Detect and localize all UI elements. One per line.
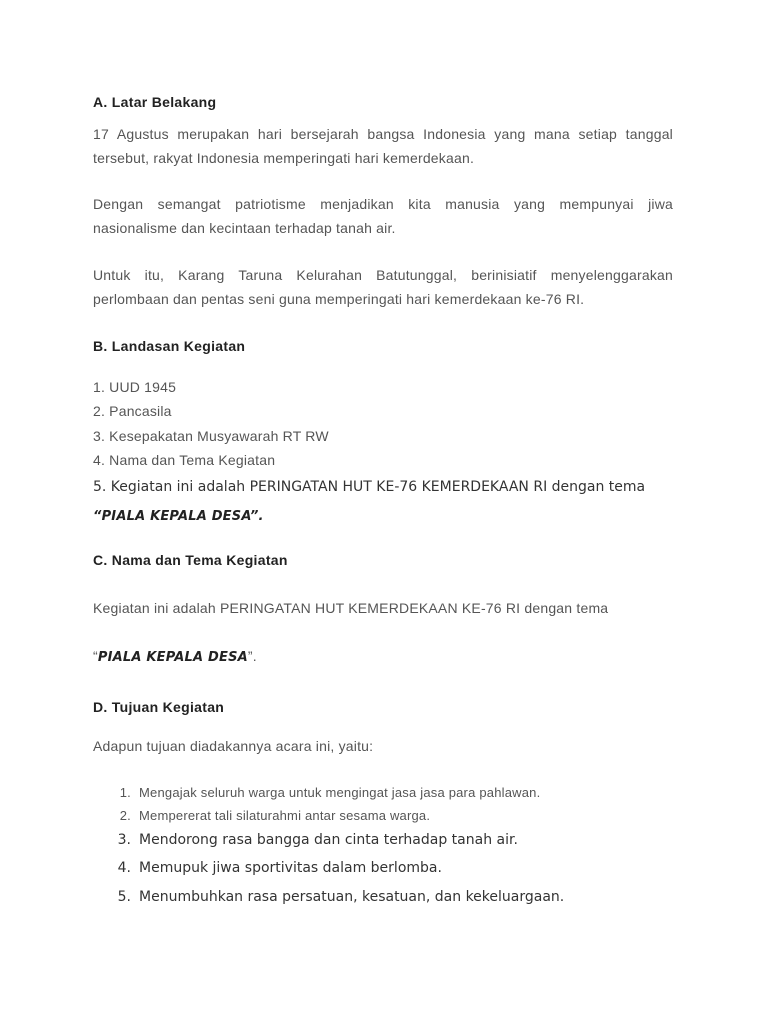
landasan-item-3: 3. Kesepakatan Musyawarah RT RW: [93, 428, 329, 444]
list-text: Mendorong rasa bangga dan cinta terhadap tanah air.: [139, 832, 518, 848]
paragraph-2: Dengan semangat patriotisme menjadikan kita manusia yang mempunyai jiwa nasionalisme dan kecintaan terhadap tanah air.: [93, 196, 673, 236]
quote-close: ”.: [247, 648, 257, 664]
landasan-item-2: 2. Pancasila: [93, 403, 172, 419]
list-text: Menumbuhkan rasa persatuan, kesatuan, dan kekeluargaan.: [139, 889, 565, 905]
tujuan-intro: Adapun tujuan diadakannya acara ini, yaitu:: [93, 738, 374, 754]
list-number: 1.: [119, 785, 131, 800]
nama-tema-theme: PIALA KEPALA DESA: [97, 650, 248, 665]
nama-tema-theme-line: [93, 648, 257, 665]
quote-open: “: [93, 648, 98, 664]
landasan-item-4: 4. Nama dan Tema Kegiatan: [93, 452, 276, 468]
nama-tema-text: Kegiatan ini adalah PERINGATAN HUT KEMERDEKAAN KE-76 RI dengan tema: [93, 600, 609, 616]
list-text: Mempererat tali silaturahmi antar sesama warga.: [139, 808, 431, 823]
heading-nama-tema: C. Nama dan Tema Kegiatan: [93, 552, 288, 568]
list-number: 5.: [117, 889, 131, 905]
heading-tujuan-kegiatan: D. Tujuan Kegiatan: [93, 699, 225, 715]
list-text: Mengajak seluruh warga untuk mengingat jasa jasa para pahlawan.: [139, 785, 541, 800]
list-number: 2.: [119, 808, 131, 823]
paragraph-1: 17 Agustus merupakan hari bersejarah bangsa Indonesia yang mana setiap tanggal tersebut, rakyat Indonesia memperingati hari kemerdekaan.: [93, 126, 673, 166]
paragraph-3: Untuk itu, Karang Taruna Kelurahan Batutunggal, berinisiatif menyelenggarakan perlombaan dan pentas seni guna memperingati hari kemerdekaan ke-76 RI.: [93, 267, 673, 307]
list-text: Memupuk jiwa sportivitas dalam berlomba.: [139, 860, 442, 876]
landasan-item-5-theme-line: [93, 507, 264, 524]
landasan-item-5: 5. Kegiatan ini adalah PERINGATAN HUT KE-76 KEMERDEKAAN RI dengan tema: [93, 479, 646, 495]
list-number: 4.: [117, 860, 131, 876]
heading-latar-belakang: A. Latar Belakang: [93, 94, 217, 110]
heading-landasan-kegiatan: B. Landasan Kegiatan: [93, 338, 246, 354]
landasan-theme: “PIALA KEPALA DESA”.: [93, 509, 264, 524]
landasan-item-1: 1. UUD 1945: [93, 379, 177, 395]
list-number: 3.: [117, 832, 131, 848]
